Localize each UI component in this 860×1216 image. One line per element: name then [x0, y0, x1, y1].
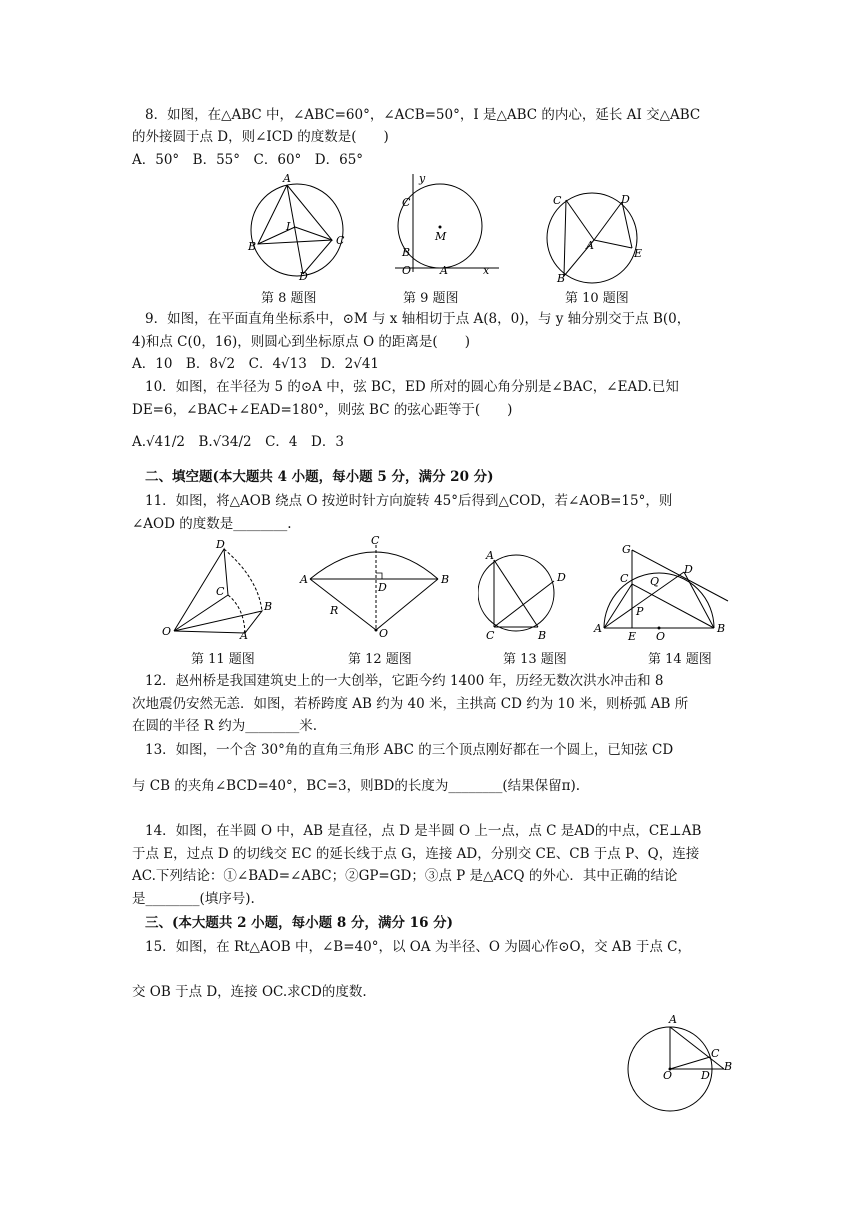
q14-line1: 14．如图，在半圆 O 中，AB 是直径，点 D 是半圆 O 上一点，点 C 是AD的中点，CE⊥AB [145, 823, 702, 839]
q9-options: A．10 B．8√2 C．4√13 D．2√41 [132, 356, 380, 372]
f13-label-c: C [486, 629, 495, 642]
caption-fig-11: 第 11 题图 [191, 652, 255, 667]
caption-fig-13: 第 13 题图 [503, 652, 567, 667]
caption-fig-12: 第 12 题图 [348, 652, 412, 667]
f9-label-a: A [440, 264, 448, 277]
figure-9 [395, 170, 505, 286]
f14-label-e: E [628, 630, 637, 643]
f8-label-a: A [283, 172, 291, 185]
caption-fig-8: 第 8 题图 [261, 291, 317, 306]
f13-label-a: A [486, 549, 494, 562]
caption-fig-9: 第 9 题图 [403, 291, 459, 306]
figure-10 [542, 182, 652, 288]
f9-label-m: M [435, 230, 447, 243]
f10-label-c: C [553, 194, 562, 207]
q14-line2: 于点 E，过点 D 的切线交 EC 的延长线于点 G，连接 AD，分别交 CE、CB 于点 P、Q，连接 [132, 846, 700, 862]
q12-line2: 次地震仍安然无恙．如图，若桥跨度 AB 约为 40 米，主拱高 CD 约为 10 米，则桥弧 AB 所 [132, 696, 689, 712]
f15-label-a: A [669, 1013, 677, 1026]
q10-options: A.√41/2 B.√34/2 C．4 D．3 [132, 434, 344, 450]
figure-8 [245, 170, 355, 286]
f15-label-o: O [663, 1069, 673, 1082]
q13-line2: 与 CB 的夹角∠BCD=40°，BC=3，则BD的长度为________(结果保留π). [132, 778, 581, 794]
figure-11 [158, 538, 283, 647]
f14-label-a: A [594, 622, 602, 635]
caption-fig-14: 第 14 题图 [648, 652, 712, 667]
f10-label-a: A [586, 239, 594, 252]
q11-line2: ∠AOD 的度数是________. [132, 516, 292, 532]
q13-line1: 13．如图，一个含 30°角的直角三角形 ABC 的三个顶点刚好都在一个圆上，已知弦 CD [145, 742, 674, 758]
f11-label-o: O [162, 625, 172, 638]
f12-label-a: A [300, 573, 308, 586]
q12-line1: 12．赵州桥是我国建筑史上的一大创举，它距今约 1400 年，历经无数次洪水冲击和 8 [145, 673, 664, 689]
f12-label-d: D [378, 581, 387, 594]
f14-label-d: D [684, 563, 693, 576]
f9-label-o: O [402, 264, 412, 277]
f12-label-o: O [379, 627, 389, 640]
figure-15 [626, 1007, 742, 1119]
q11-line1: 11．如图，将△AOB 绕点 O 按逆时针方向旋转 45°后得到△COD，若∠AOB=15°，则 [145, 493, 673, 509]
q8-line1: 8．如图，在△ABC 中，∠ABC=60°，∠ACB=50°，I 是△ABC 的内心，延长 AI 交△ABC [145, 107, 701, 123]
q10-line2: DE=6，∠BAC+∠EAD=180°，则弦 BC 的弦心距等于( ) [132, 402, 513, 418]
f13-label-b: B [538, 629, 547, 642]
q9-line1: 9．如图，在平面直角坐标系中，⊙M 与 x 轴相切于点 A(8，0)，与 y 轴分别交于点 B(0， [145, 311, 691, 327]
caption-fig-10: 第 10 题图 [565, 291, 629, 306]
f15-label-d: D [701, 1069, 710, 1082]
f14-label-q: Q [650, 575, 660, 588]
f14-label-b: B [717, 622, 726, 635]
f11-label-b: B [264, 600, 273, 613]
f8-label-i: I [286, 220, 291, 233]
q12-line3: 在圆的半径 R 约为________米. [132, 718, 318, 734]
f10-label-e: E [634, 247, 643, 260]
q8-options: A．50° B．55° C．60° D．65° [132, 152, 364, 168]
f11-label-d: D [216, 538, 225, 551]
f14-label-o: O [656, 630, 666, 643]
figure-12 [298, 533, 458, 645]
f12-label-c: C [371, 534, 380, 547]
f9-label-b: B [402, 246, 411, 259]
f14-label-c: C [620, 572, 629, 585]
q14-line4: 是________(填序号). [132, 891, 255, 907]
f10-label-d: D [621, 193, 630, 206]
f12-label-r: R [330, 604, 339, 617]
f9-label-c: C [402, 196, 411, 209]
f10-label-b: B [557, 272, 566, 284]
figure-13 [478, 545, 573, 649]
f8-label-d: D [299, 270, 308, 282]
f11-label-a: A [240, 629, 248, 642]
f15-label-b: B [724, 1060, 733, 1073]
f13-label-d: D [557, 571, 566, 584]
q15-line1: 15．如图，在 Rt△AOB 中，∠B=40°，以 OA 为半径、O 为圆心作⊙O，交 AB 于点 C， [145, 939, 691, 955]
q14-line3: AC.下列结论：①∠BAD=∠ABC；②GP=GD；③点 P 是△ACQ 的外心．其中正确的结论 [132, 868, 678, 884]
f11-label-c: C [216, 585, 225, 598]
f9-label-x: x [483, 264, 490, 277]
f8-label-c: C [336, 234, 345, 247]
f12-label-b: B [441, 573, 450, 586]
q8-line2: 的外接圆于点 D，则∠ICD 的度数是( ) [132, 129, 389, 145]
section-3-heading: 三、(本大题共 2 小题，每小题 8 分，满分 16 分) [145, 915, 454, 931]
f14-label-p: P [636, 605, 644, 618]
f8-label-b: B [248, 240, 257, 253]
q15-line2: 交 OB 于点 D，连接 OC.求CD的度数. [132, 984, 367, 1000]
f14-label-g: G [622, 543, 631, 556]
figure-14 [592, 540, 732, 649]
f9-label-y: y [419, 172, 426, 185]
q9-line2: 4)和点 C(0，16)，则圆心到坐标原点 O 的距离是( ) [132, 334, 470, 350]
q10-line1: 10．如图，在半径为 5 的⊙A 中，弦 BC，ED 所对的圆心角分别是∠BAC，∠EAD.已知 [145, 379, 679, 395]
section-2-heading: 二、填空题(本大题共 4 小题，每小题 5 分，满分 20 分) [145, 469, 494, 485]
f15-label-c: C [711, 1047, 720, 1060]
